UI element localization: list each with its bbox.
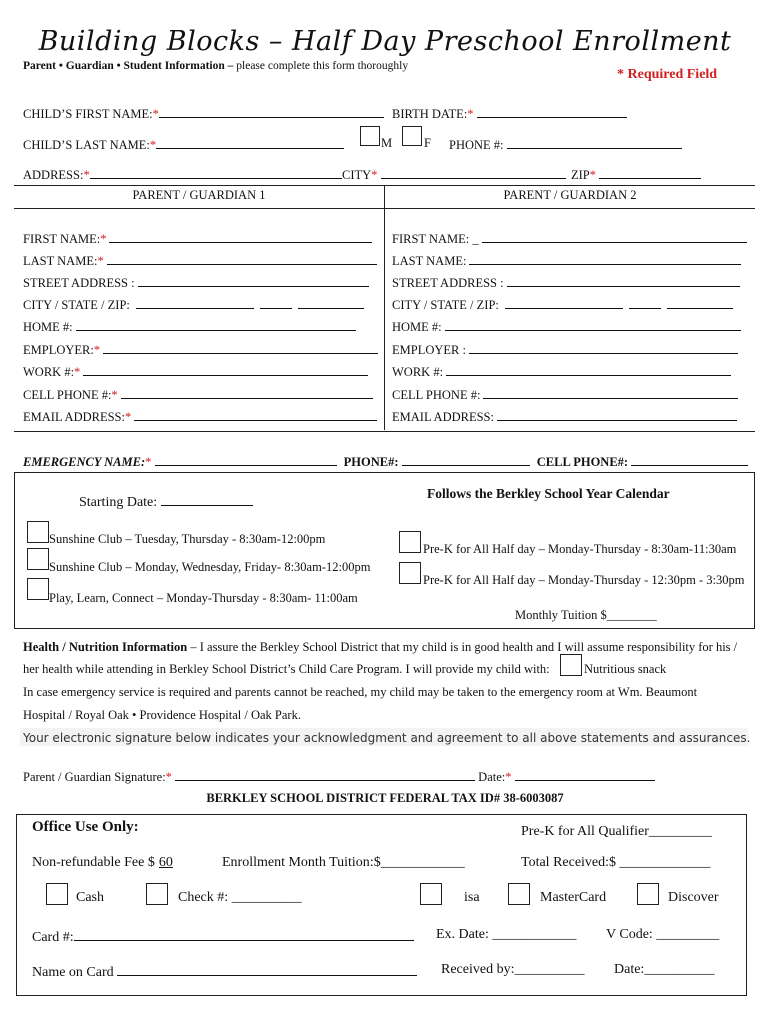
child-first-name-label: CHILD’S FIRST NAME: [23,107,153,121]
option-label: Play, Learn, Connect – Monday-Thursday - 8:30am- 11:00am [49,591,358,605]
city-row [342,166,566,183]
esign-note: Your electronic signature below indicates your acknowledgment and agreement to all above statements and assurances. [23,731,751,745]
visa-checkbox[interactable] [420,883,442,905]
required-marker: * [93,343,101,357]
guardian1-field-field[interactable] [107,252,377,265]
guardian1-header: PARENT / GUARDIAN 1 [132,188,266,202]
guardian2-field-row [392,296,733,313]
option-label: Pre-K for All Half day – Monday-Thursday - 12:30pm - 3:30pm [423,573,745,587]
office-date: Date:__________ [614,962,715,977]
option-label: Sunshine Club – Monday, Wednesday, Friday- 8:30am-12:00pm [49,560,371,574]
required-marker: * [589,168,596,182]
option-checkbox[interactable] [27,521,49,543]
option-checkbox[interactable] [399,562,421,584]
guardian2-field-row [392,363,731,380]
guardian1-field-row [23,274,369,291]
health-text-3: In case emergency service is required and parents cannot be reached, my child may be taken to the emergency room at Wm. Beaumont [23,685,698,699]
required-marker: * [149,138,157,152]
male-checkbox[interactable] [360,126,380,146]
ex-date: Ex. Date: ____________ [436,927,577,942]
guardian1-field-row [23,252,377,269]
discover-label: Discover [668,890,719,905]
signature-field[interactable] [175,768,475,781]
emergency-phone-field[interactable] [402,453,530,466]
guardian1-field-label: LAST NAME: [23,254,98,268]
option-label: Sunshine Club – Tuesday, Thursday - 8:30am-12:00pm [49,532,326,546]
emergency-cell-field[interactable] [631,453,748,466]
emergency-name-field[interactable] [155,453,337,466]
child-phone-field[interactable] [507,136,682,149]
emergency-name-label: EMERGENCY NAME: [23,455,146,469]
guardian2-field-label: CITY / STATE / ZIP: [392,298,499,312]
name-on-card-row [32,962,417,981]
enrollment-tuition: Enrollment Month Tuition:$____________ [222,855,465,870]
birth-date-label: BIRTH DATE: [392,107,468,121]
required-marker: * [165,770,172,784]
guardian1-field-label: CITY / STATE / ZIP: [23,298,130,312]
snack-label: Nutritious snack [584,662,667,676]
emergency-row [23,453,748,470]
calendar-note: Follows the Berkley School Year Calendar [427,486,670,501]
signature-date-label: Date: [478,770,506,784]
guardian2-field-row [392,408,737,425]
emergency-cell-label: CELL PHONE#: [536,455,629,469]
zip-label: ZIP [571,168,590,182]
name-on-card-field[interactable] [117,962,417,976]
visa-label: isa [464,890,480,905]
guardian2-field-label: EMPLOYER : [392,343,466,357]
signature-date-field[interactable] [515,768,655,781]
male-label: M [381,136,393,150]
signature-row [23,768,655,785]
guardian1-field-label: EMPLOYER: [23,343,94,357]
total-received: Total Received:$ _____________ [521,855,711,870]
mastercard-label: MasterCard [540,890,607,905]
child-first-name-row [23,105,384,122]
guardian2-field-field[interactable] [629,296,661,309]
required-marker: * [145,455,152,469]
guardian2-field-row [392,230,747,247]
guardian2-field-row [392,386,738,403]
female-checkbox[interactable] [402,126,422,146]
female-label: F [424,136,431,150]
required-marker: * [100,232,107,246]
zip-field[interactable] [599,166,701,179]
required-marker: * [111,388,118,402]
guardian1-field-row [23,386,373,403]
guardian1-field-field[interactable] [298,296,364,309]
guardian2-field-field[interactable] [667,296,733,309]
guardian1-field-field[interactable] [76,318,356,331]
guardian2-field-row [392,252,741,269]
guardian2-field-label: EMAIL ADDRESS: [392,410,494,424]
zip-row [571,166,701,183]
guardian2-field-row [392,274,740,291]
tax-id: BERKLEY SCHOOL DISTRICT FEDERAL TAX ID# 38-6003087 [206,791,564,805]
guardian2-header: PARENT / GUARDIAN 2 [503,188,637,202]
discover-checkbox[interactable] [637,883,659,905]
birth-date-field[interactable] [477,105,627,118]
address-row [23,166,342,183]
v-code: V Code: _________ [606,927,720,942]
guardian1-field-row [23,230,372,247]
guardian2-field-field[interactable] [469,341,738,354]
health-heading: Health / Nutrition Information [23,640,188,654]
office-heading: Office Use Only: [32,819,139,835]
cash-checkbox[interactable] [46,883,68,905]
guardian-header-rule [14,208,755,209]
guardian2-field-field[interactable] [497,408,737,421]
guardian1-field-field[interactable] [109,230,372,243]
signature-label: Parent / Guardian Signature: [23,770,166,784]
emergency-phone-label: PHONE#: [343,455,399,469]
guardian1-field-row [23,341,378,358]
starting-date-field[interactable] [161,491,253,506]
health-text-2: her health while attending in Berkley School District’s Child Care Program. I will provide my child with: [23,662,550,676]
option-checkbox[interactable] [27,578,49,600]
guardian1-field-row [23,363,368,380]
card-number-field[interactable] [74,927,414,941]
card-number-label: Card #: [32,930,74,945]
city-field[interactable] [381,166,566,179]
guardian2-field-row [392,341,738,358]
starting-date-row [79,491,253,511]
child-first-name-field[interactable] [159,105,384,118]
option-checkbox[interactable] [27,548,49,570]
required-marker: * [505,770,512,784]
monthly-tuition: Monthly Tuition $________ [515,608,657,622]
guardian1-field-field[interactable] [134,408,377,421]
guardian1-field-field[interactable] [136,296,254,309]
required-marker: * [74,365,81,379]
guardian2-field-label: WORK #: [392,365,444,379]
birth-date-row [392,105,627,122]
guardian1-field-row [23,408,377,425]
guardian2-field-field[interactable] [483,386,738,399]
required-marker: * [97,254,104,268]
check-label: Check #: __________ [178,890,302,905]
child-phone-row [449,136,682,153]
guardian2-field-field[interactable] [446,363,731,376]
guardian1-field-label: CELL PHONE #: [23,388,112,402]
subheader-bold: Parent • Guardian • Student Information – [23,60,234,72]
guardian2-field-field[interactable] [505,296,623,309]
guardian2-field-field[interactable] [507,274,740,287]
required-field-note: * Required Field [617,67,718,82]
child-last-name-label: CHILD’S LAST NAME: [23,138,150,152]
health-line-1 [23,640,737,655]
guardian2-field-row [392,318,741,335]
card-number-row [32,927,414,946]
guardian2-field-label: LAST NAME: [392,254,467,268]
guardian-table-divider [384,185,385,430]
fee-value: 60 [158,855,173,870]
guardian1-field-row [23,296,364,313]
required-marker: * [124,410,132,424]
mastercard-checkbox[interactable] [508,883,530,905]
guardian1-field-label: FIRST NAME: [23,232,101,246]
guardian1-field-row [23,318,356,335]
required-marker: * [83,168,90,182]
guardian1-field-field[interactable] [121,386,373,399]
address-label: ADDRESS: [23,168,84,182]
guardian2-field-label: CELL PHONE #: [392,388,481,402]
guardian1-field-field[interactable] [103,341,378,354]
required-marker: * [371,168,378,182]
guardian2-field-field[interactable] [469,252,741,265]
guardian1-field-label: EMAIL ADDRESS: [23,410,125,424]
guardian1-field-label: WORK #: [23,365,75,379]
guardian2-field-label: STREET ADDRESS : [392,276,504,290]
cash-label: Cash [76,890,104,905]
name-on-card-label: Name on Card [32,965,114,980]
fee-label: Non-refundable Fee $ [32,855,155,870]
required-marker: * [152,107,159,121]
guardian1-field-label: STREET ADDRESS : [23,276,135,290]
child-last-name-field[interactable] [156,136,344,149]
option-checkbox[interactable] [399,531,421,553]
prek-qualifier: Pre-K for All Qualifier_________ [521,824,712,839]
form-title: Building Blocks – Half Day Preschool Enrollment [38,26,732,57]
starting-date-label: Starting Date: [79,495,158,510]
guardian1-field-label: HOME #: [23,320,73,334]
fee-row [32,855,181,871]
guardian1-field-field[interactable] [138,274,369,287]
city-label: CITY [342,168,372,182]
guardian2-field-label: HOME #: [392,320,442,334]
subheader-normal: please complete this form thoroughly [233,60,409,72]
subheader [23,60,408,72]
address-field[interactable] [90,166,342,179]
guardian1-field-field[interactable] [260,296,292,309]
guardian2-field-field[interactable] [482,230,747,243]
snack-checkbox[interactable] [560,654,582,676]
guardian1-field-field[interactable] [83,363,368,376]
check-checkbox[interactable] [146,883,168,905]
guardian2-field-label: FIRST NAME: _ [392,232,479,246]
guardian2-field-field[interactable] [445,318,741,331]
child-last-name-row [23,136,344,153]
child-phone-label: PHONE #: [449,138,504,152]
received-by: Received by:__________ [441,962,585,977]
health-text-1: – I assure the Berkley School District that my child is in good health and I will assume responsibility for his / [187,640,738,654]
option-label: Pre-K for All Half day – Monday-Thursday - 8:30am-11:30am [423,542,737,556]
required-marker: * [467,107,474,121]
health-text-4: Hospital / Royal Oak • Providence Hospital / Oak Park. [23,708,301,722]
